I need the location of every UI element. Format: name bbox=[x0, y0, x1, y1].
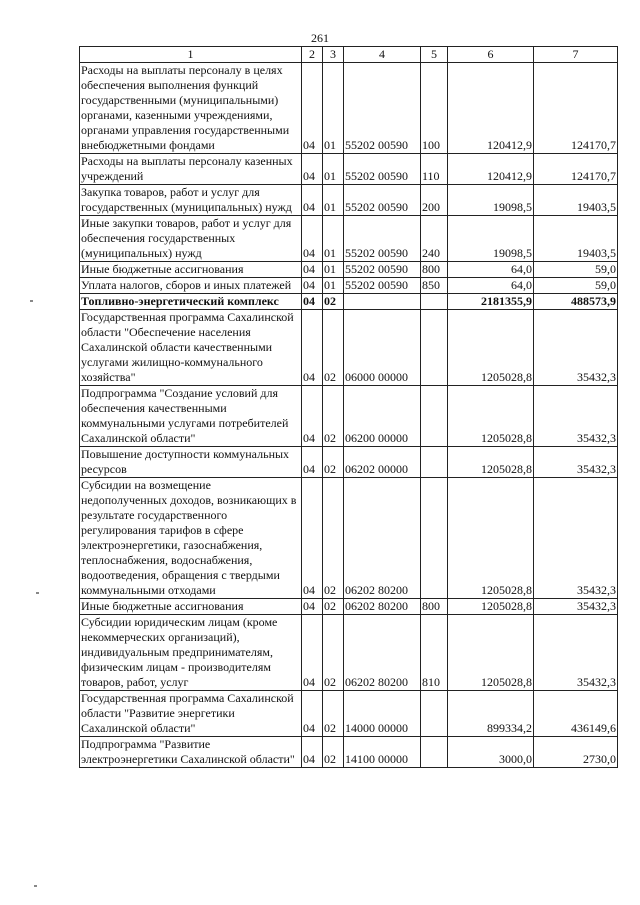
expense-type-code: 200 bbox=[421, 185, 448, 216]
subsection-code: 01 bbox=[323, 262, 344, 278]
section-code: 04 bbox=[302, 185, 323, 216]
table-row bbox=[80, 185, 618, 216]
expense-type-code: 800 bbox=[421, 262, 448, 278]
amount-year-2: 19403,5 bbox=[534, 185, 618, 216]
subsection-code: 02 bbox=[323, 447, 344, 478]
target-article-code: 55202 00590 bbox=[344, 185, 421, 216]
amount-year-2: 59,0 bbox=[534, 262, 618, 278]
subsection-code: 02 bbox=[323, 294, 344, 310]
table-header-row bbox=[80, 47, 618, 63]
header-cell: 2 bbox=[302, 47, 323, 63]
amount-year-1: 899334,2 bbox=[448, 691, 534, 737]
amount-year-2: 35432,3 bbox=[534, 386, 618, 447]
target-article-code: 55202 00590 bbox=[344, 63, 421, 154]
section-code: 04 bbox=[302, 615, 323, 691]
table-row bbox=[80, 615, 618, 691]
row-name: Государственная программа Сахалинской области "Развитие энергетики Сахалинской области" bbox=[80, 691, 302, 737]
table-row bbox=[80, 63, 618, 154]
section-code: 04 bbox=[302, 294, 323, 310]
subsection-code: 02 bbox=[323, 615, 344, 691]
row-name: Уплата налогов, сборов и иных платежей bbox=[80, 278, 302, 294]
target-article-code: 06202 80200 bbox=[344, 478, 421, 599]
amount-year-1: 1205028,8 bbox=[448, 615, 534, 691]
target-article-code: 06202 80200 bbox=[344, 599, 421, 615]
amount-year-1: 19098,5 bbox=[448, 185, 534, 216]
table-row bbox=[80, 294, 618, 310]
table-row bbox=[80, 310, 618, 386]
target-article-code: 55202 00590 bbox=[344, 154, 421, 185]
subsection-code: 01 bbox=[323, 154, 344, 185]
row-name: Топливно-энергетический комплекс bbox=[80, 294, 302, 310]
expense-type-code: 100 bbox=[421, 63, 448, 154]
amount-year-2: 35432,3 bbox=[534, 615, 618, 691]
table-row bbox=[80, 278, 618, 294]
amount-year-1: 1205028,8 bbox=[448, 386, 534, 447]
subsection-code: 02 bbox=[323, 386, 344, 447]
subsection-code: 02 bbox=[323, 691, 344, 737]
row-name: Подпрограмма "Создание условий для обеспечения качественными коммунальными услугами потребителей Сахалинской области" bbox=[80, 386, 302, 447]
section-code: 04 bbox=[302, 278, 323, 294]
row-name: Иные бюджетные ассигнования bbox=[80, 599, 302, 615]
target-article-code: 06202 80200 bbox=[344, 615, 421, 691]
table-row bbox=[80, 262, 618, 278]
amount-year-2: 35432,3 bbox=[534, 447, 618, 478]
table-row bbox=[80, 386, 618, 447]
target-article-code bbox=[344, 294, 421, 310]
amount-year-1: 1205028,8 bbox=[448, 478, 534, 599]
subsection-code: 02 bbox=[323, 310, 344, 386]
row-name: Повышение доступности коммунальных ресурсов bbox=[80, 447, 302, 478]
amount-year-1: 1205028,8 bbox=[448, 310, 534, 386]
row-name: Иные бюджетные ассигнования bbox=[80, 262, 302, 278]
header-cell: 1 bbox=[80, 47, 302, 63]
row-name: Подпрограмма "Развитие электроэнергетики Сахалинской области" bbox=[80, 737, 302, 768]
section-code: 04 bbox=[302, 310, 323, 386]
amount-year-2: 19403,5 bbox=[534, 216, 618, 262]
amount-year-1: 120412,9 bbox=[448, 63, 534, 154]
target-article-code: 14100 00000 bbox=[344, 737, 421, 768]
amount-year-1: 1205028,8 bbox=[448, 447, 534, 478]
scan-mark bbox=[34, 885, 37, 887]
header-cell: 7 bbox=[534, 47, 618, 63]
expense-type-code: 800 bbox=[421, 599, 448, 615]
row-name: Расходы на выплаты персоналу в целях обеспечения выполнения функций государственными (муниципальными) органами, казенными учреждениями, органами управления государственными внебюджетными фондами bbox=[80, 63, 302, 154]
amount-year-2: 35432,3 bbox=[534, 310, 618, 386]
expense-type-code bbox=[421, 478, 448, 599]
table-row bbox=[80, 447, 618, 478]
target-article-code: 14000 00000 bbox=[344, 691, 421, 737]
row-name: Закупка товаров, работ и услуг для государственных (муниципальных) нужд bbox=[80, 185, 302, 216]
amount-year-2: 59,0 bbox=[534, 278, 618, 294]
target-article-code: 55202 00590 bbox=[344, 216, 421, 262]
amount-year-1: 19098,5 bbox=[448, 216, 534, 262]
expense-type-code: 110 bbox=[421, 154, 448, 185]
amount-year-2: 436149,6 bbox=[534, 691, 618, 737]
amount-year-1: 64,0 bbox=[448, 262, 534, 278]
target-article-code: 55202 00590 bbox=[344, 262, 421, 278]
row-name: Иные закупки товаров, работ и услуг для обеспечения государственных (муниципальных) нужд bbox=[80, 216, 302, 262]
amount-year-1: 1205028,8 bbox=[448, 599, 534, 615]
section-code: 04 bbox=[302, 447, 323, 478]
table-row bbox=[80, 737, 618, 768]
subsection-code: 01 bbox=[323, 278, 344, 294]
budget-table bbox=[79, 46, 618, 768]
amount-year-2: 35432,3 bbox=[534, 599, 618, 615]
scan-mark bbox=[36, 592, 39, 594]
expense-type-code: 810 bbox=[421, 615, 448, 691]
target-article-code: 06202 00000 bbox=[344, 447, 421, 478]
table-row bbox=[80, 691, 618, 737]
header-cell: 3 bbox=[323, 47, 344, 63]
scan-mark bbox=[30, 300, 33, 302]
amount-year-2: 2730,0 bbox=[534, 737, 618, 768]
target-article-code: 55202 00590 bbox=[344, 278, 421, 294]
amount-year-2: 124170,7 bbox=[534, 63, 618, 154]
expense-type-code bbox=[421, 691, 448, 737]
page-number: 261 bbox=[311, 31, 329, 45]
subsection-code: 01 bbox=[323, 63, 344, 154]
section-code: 04 bbox=[302, 262, 323, 278]
row-name: Расходы на выплаты персоналу казенных учреждений bbox=[80, 154, 302, 185]
row-name: Субсидии на возмещение недополученных доходов, возникающих в результате государственного регулирования тарифов в сфере электроэнергетики, газоснабжения, теплоснабжения, водоснабжения, водоотведения, обращения с твердыми коммунальными отходами bbox=[80, 478, 302, 599]
amount-year-1: 120412,9 bbox=[448, 154, 534, 185]
header-cell: 4 bbox=[344, 47, 421, 63]
subsection-code: 02 bbox=[323, 478, 344, 599]
table-row bbox=[80, 154, 618, 185]
amount-year-1: 2181355,9 bbox=[448, 294, 534, 310]
table-row bbox=[80, 599, 618, 615]
header-cell: 5 bbox=[421, 47, 448, 63]
amount-year-2: 488573,9 bbox=[534, 294, 618, 310]
section-code: 04 bbox=[302, 154, 323, 185]
expense-type-code: 240 bbox=[421, 216, 448, 262]
section-code: 04 bbox=[302, 478, 323, 599]
expense-type-code bbox=[421, 294, 448, 310]
amount-year-2: 124170,7 bbox=[534, 154, 618, 185]
section-code: 04 bbox=[302, 599, 323, 615]
amount-year-2: 35432,3 bbox=[534, 478, 618, 599]
section-code: 04 bbox=[302, 63, 323, 154]
subsection-code: 02 bbox=[323, 599, 344, 615]
table-row bbox=[80, 478, 618, 599]
table-row bbox=[80, 216, 618, 262]
amount-year-1: 64,0 bbox=[448, 278, 534, 294]
target-article-code: 06200 00000 bbox=[344, 386, 421, 447]
expense-type-code bbox=[421, 310, 448, 386]
subsection-code: 01 bbox=[323, 216, 344, 262]
row-name: Субсидии юридическим лицам (кроме некоммерческих организаций), индивидуальным предпринимателям, физическим лицам - производителям товаров, работ, услуг bbox=[80, 615, 302, 691]
subsection-code: 02 bbox=[323, 737, 344, 768]
expense-type-code bbox=[421, 386, 448, 447]
subsection-code: 01 bbox=[323, 185, 344, 216]
target-article-code: 06000 00000 bbox=[344, 310, 421, 386]
section-code: 04 bbox=[302, 691, 323, 737]
section-code: 04 bbox=[302, 386, 323, 447]
section-code: 04 bbox=[302, 216, 323, 262]
header-cell: 6 bbox=[448, 47, 534, 63]
expense-type-code bbox=[421, 737, 448, 768]
expense-type-code bbox=[421, 447, 448, 478]
section-code: 04 bbox=[302, 737, 323, 768]
expense-type-code: 850 bbox=[421, 278, 448, 294]
amount-year-1: 3000,0 bbox=[448, 737, 534, 768]
row-name: Государственная программа Сахалинской области "Обеспечение населения Сахалинской области качественными услугами жилищно-коммунального хозяйства" bbox=[80, 310, 302, 386]
